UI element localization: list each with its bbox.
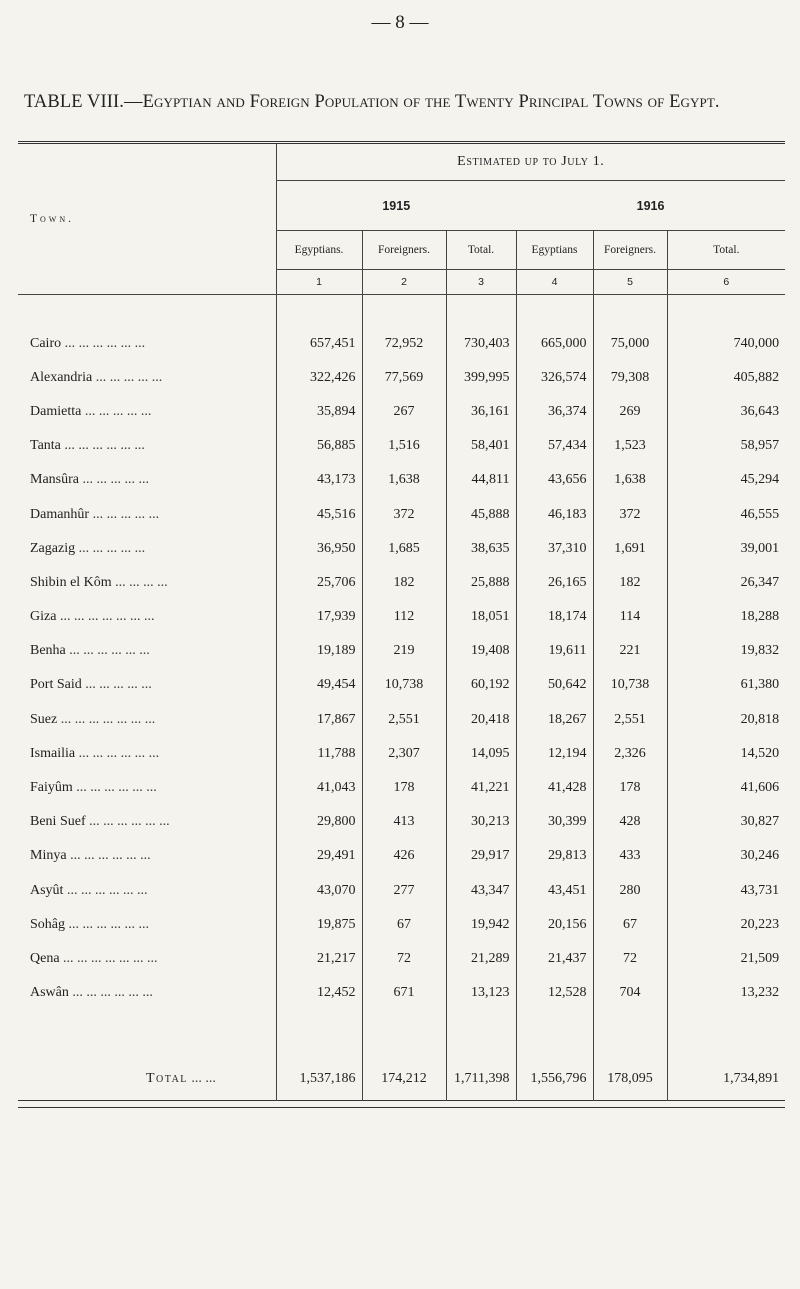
value-cell: 322,426 xyxy=(276,361,362,395)
total-value-cell: 1,556,796 xyxy=(516,1058,593,1101)
table-row xyxy=(18,805,785,839)
town-name: Ismailia xyxy=(30,745,76,761)
value-cell: 221 xyxy=(593,634,667,668)
population-table xyxy=(18,141,785,1108)
value-cell: 45,294 xyxy=(667,463,785,497)
leader-dots: ... ... ... ... ... ... xyxy=(64,438,145,454)
town-name: Minya xyxy=(30,848,67,864)
value-cell: 72 xyxy=(593,942,667,976)
table-row xyxy=(18,703,785,737)
leader-dots: ... ... ... ... ... ... ... xyxy=(63,950,158,966)
total-row xyxy=(18,1058,785,1101)
leader-dots: ... ... ... ... ... ... xyxy=(64,335,146,351)
value-cell: 72,952 xyxy=(362,327,446,361)
town-column-header: Town. xyxy=(18,143,276,295)
value-cell: 19,832 xyxy=(667,634,785,668)
value-cell: 21,437 xyxy=(516,942,593,976)
value-cell: 17,867 xyxy=(276,703,362,737)
value-cell: 20,818 xyxy=(667,703,785,737)
total-value-cell: 1,537,186 xyxy=(276,1058,362,1101)
value-cell: 39,001 xyxy=(667,532,785,566)
value-cell: 79,308 xyxy=(593,361,667,395)
value-cell: 2,326 xyxy=(593,737,667,771)
value-cell: 428 xyxy=(593,805,667,839)
town-name-cell xyxy=(18,429,276,463)
value-cell: 13,123 xyxy=(446,976,516,1010)
value-cell: 2,551 xyxy=(362,703,446,737)
value-cell: 25,706 xyxy=(276,566,362,600)
value-cell: 740,000 xyxy=(667,327,785,361)
value-cell: 19,875 xyxy=(276,908,362,942)
value-cell: 44,811 xyxy=(446,463,516,497)
col-number: 5 xyxy=(593,270,667,295)
town-name: Giza xyxy=(30,609,57,625)
town-name-cell xyxy=(18,942,276,976)
value-cell: 178 xyxy=(362,771,446,805)
leader-dots: ... ... ... ... ... xyxy=(82,472,149,488)
value-cell: 18,267 xyxy=(516,703,593,737)
leader-dots: ... ... ... ... ... xyxy=(84,403,152,419)
value-cell: 49,454 xyxy=(276,668,362,702)
total-value-cell: 1,711,398 xyxy=(446,1058,516,1101)
value-cell: 29,917 xyxy=(446,839,516,873)
estimate-header: Estimated up to July 1. xyxy=(276,143,785,181)
table-row xyxy=(18,600,785,634)
total-label-cell xyxy=(18,1058,276,1101)
total-value-cell: 1,734,891 xyxy=(667,1058,785,1101)
table-row xyxy=(18,976,785,1010)
col-number: 6 xyxy=(667,270,785,295)
value-cell: 12,528 xyxy=(516,976,593,1010)
total-value-cell: 174,212 xyxy=(362,1058,446,1101)
value-cell: 18,288 xyxy=(667,600,785,634)
leader-dots: ... ... ... ... ... ... xyxy=(78,745,160,761)
value-cell: 280 xyxy=(593,874,667,908)
value-cell: 657,451 xyxy=(276,327,362,361)
value-cell: 326,574 xyxy=(516,361,593,395)
table-row xyxy=(18,463,785,497)
value-cell: 372 xyxy=(362,497,446,531)
town-name-cell xyxy=(18,463,276,497)
value-cell: 14,095 xyxy=(446,737,516,771)
town-name-cell xyxy=(18,668,276,702)
value-cell: 43,070 xyxy=(276,874,362,908)
table-row xyxy=(18,566,785,600)
value-cell: 41,606 xyxy=(667,771,785,805)
col-header-total-1916: Total. xyxy=(667,231,785,270)
town-name: Port Said xyxy=(30,677,82,693)
total-label: Total xyxy=(146,1071,188,1087)
col-header-egyptians-1915: Egyptians. xyxy=(276,231,362,270)
value-cell: 43,347 xyxy=(446,874,516,908)
town-name: Alexandria xyxy=(30,369,93,385)
town-name-cell xyxy=(18,600,276,634)
town-name: Sohâg xyxy=(30,916,65,932)
value-cell: 19,942 xyxy=(446,908,516,942)
bottom-rule xyxy=(18,1101,785,1108)
value-cell: 43,731 xyxy=(667,874,785,908)
value-cell: 21,217 xyxy=(276,942,362,976)
value-cell: 219 xyxy=(362,634,446,668)
town-name: Zagazig xyxy=(30,540,76,556)
table-row xyxy=(18,908,785,942)
table-row xyxy=(18,361,785,395)
leader-dots: ... ... ... ... ... xyxy=(78,540,146,556)
town-name-cell xyxy=(18,361,276,395)
value-cell: 178 xyxy=(593,771,667,805)
col-number: 3 xyxy=(446,270,516,295)
value-cell: 46,555 xyxy=(667,497,785,531)
col-number: 2 xyxy=(362,270,446,295)
value-cell: 30,213 xyxy=(446,805,516,839)
value-cell: 671 xyxy=(362,976,446,1010)
value-cell: 26,165 xyxy=(516,566,593,600)
table-row xyxy=(18,429,785,463)
value-cell: 29,813 xyxy=(516,839,593,873)
col-header-egyptians-1916: Egyptians xyxy=(516,231,593,270)
col-number: 1 xyxy=(276,270,362,295)
value-cell: 43,656 xyxy=(516,463,593,497)
leader-dots: ... ... ... ... ... ... ... xyxy=(59,609,155,625)
town-name-cell xyxy=(18,874,276,908)
table-row xyxy=(18,839,785,873)
table-row xyxy=(18,737,785,771)
value-cell: 19,408 xyxy=(446,634,516,668)
leader-dots: ... ... ... ... ... ... ... xyxy=(60,711,156,727)
table-row xyxy=(18,771,785,805)
table-row xyxy=(18,497,785,531)
value-cell: 1,516 xyxy=(362,429,446,463)
value-cell: 19,189 xyxy=(276,634,362,668)
value-cell: 2,307 xyxy=(362,737,446,771)
value-cell: 77,569 xyxy=(362,361,446,395)
town-name-cell xyxy=(18,908,276,942)
value-cell: 21,289 xyxy=(446,942,516,976)
col-number: 4 xyxy=(516,270,593,295)
town-name-cell xyxy=(18,497,276,531)
value-cell: 399,995 xyxy=(446,361,516,395)
table-title xyxy=(24,92,784,113)
value-cell: 37,310 xyxy=(516,532,593,566)
value-cell: 36,161 xyxy=(446,395,516,429)
value-cell: 67 xyxy=(362,908,446,942)
value-cell: 277 xyxy=(362,874,446,908)
value-cell: 41,221 xyxy=(446,771,516,805)
value-cell: 182 xyxy=(362,566,446,600)
value-cell: 36,643 xyxy=(667,395,785,429)
value-cell: 50,642 xyxy=(516,668,593,702)
town-name: Faiyûm xyxy=(30,780,73,796)
value-cell: 665,000 xyxy=(516,327,593,361)
value-cell: 30,827 xyxy=(667,805,785,839)
value-cell: 426 xyxy=(362,839,446,873)
town-name-cell xyxy=(18,634,276,668)
page-number: — 8 — xyxy=(371,12,429,33)
col-header-total-1915: Total. xyxy=(446,231,516,270)
value-cell: 20,156 xyxy=(516,908,593,942)
value-cell: 18,174 xyxy=(516,600,593,634)
value-cell: 19,611 xyxy=(516,634,593,668)
leader-dots: ... ... ... ... ... ... xyxy=(69,643,150,659)
leader-dots: ... ... ... ... ... xyxy=(92,506,160,522)
value-cell: 20,223 xyxy=(667,908,785,942)
value-cell: 433 xyxy=(593,839,667,873)
town-name: Tanta xyxy=(30,438,61,454)
value-cell: 1,638 xyxy=(362,463,446,497)
leader-dots: ... ... ... ... ... xyxy=(85,677,152,693)
table-title-text: Egyptian and Foreign Population of the Twenty Principal Towns of Egypt. xyxy=(142,92,720,112)
town-name-cell xyxy=(18,737,276,771)
col-header-foreigners-1916: Foreigners. xyxy=(593,231,667,270)
value-cell: 1,685 xyxy=(362,532,446,566)
value-cell: 56,885 xyxy=(276,429,362,463)
value-cell: 372 xyxy=(593,497,667,531)
town-name: Qena xyxy=(30,950,60,966)
value-cell: 2,551 xyxy=(593,703,667,737)
table-row xyxy=(18,327,785,361)
value-cell: 72 xyxy=(362,942,446,976)
value-cell: 58,957 xyxy=(667,429,785,463)
leader-dots: ... ... ... ... xyxy=(115,574,168,590)
town-name-cell xyxy=(18,703,276,737)
value-cell: 14,520 xyxy=(667,737,785,771)
value-cell: 35,894 xyxy=(276,395,362,429)
value-cell: 46,183 xyxy=(516,497,593,531)
value-cell: 25,888 xyxy=(446,566,516,600)
value-cell: 29,491 xyxy=(276,839,362,873)
value-cell: 269 xyxy=(593,395,667,429)
value-cell: 20,418 xyxy=(446,703,516,737)
year-1915-header: 1915 xyxy=(276,181,516,231)
town-name: Damietta xyxy=(30,403,82,419)
value-cell: 30,246 xyxy=(667,839,785,873)
value-cell: 30,399 xyxy=(516,805,593,839)
value-cell: 267 xyxy=(362,395,446,429)
table-title-prefix: TABLE VIII.— xyxy=(24,92,143,112)
value-cell: 18,051 xyxy=(446,600,516,634)
leader-dots: ... ... ... ... ... ... xyxy=(72,985,153,1001)
value-cell: 405,882 xyxy=(667,361,785,395)
value-cell: 38,635 xyxy=(446,532,516,566)
value-cell: 36,374 xyxy=(516,395,593,429)
value-cell: 58,401 xyxy=(446,429,516,463)
leader-dots: ... ... ... ... ... ... xyxy=(70,848,151,864)
leader-dots: ... ... ... ... ... ... xyxy=(66,882,148,898)
leader-dots: ... ... ... ... ... ... xyxy=(68,916,149,932)
value-cell: 43,451 xyxy=(516,874,593,908)
table-row xyxy=(18,532,785,566)
town-name: Aswân xyxy=(30,985,69,1001)
value-cell: 57,434 xyxy=(516,429,593,463)
value-cell: 12,452 xyxy=(276,976,362,1010)
town-name-cell xyxy=(18,805,276,839)
value-cell: 13,232 xyxy=(667,976,785,1010)
value-cell: 12,194 xyxy=(516,737,593,771)
value-cell: 60,192 xyxy=(446,668,516,702)
year-1916-header: 1916 xyxy=(516,181,785,231)
value-cell: 182 xyxy=(593,566,667,600)
town-name-cell xyxy=(18,395,276,429)
town-name: Beni Suef xyxy=(30,814,86,830)
table-row xyxy=(18,634,785,668)
value-cell: 41,043 xyxy=(276,771,362,805)
value-cell: 43,173 xyxy=(276,463,362,497)
value-cell: 114 xyxy=(593,600,667,634)
town-name: Benha xyxy=(30,643,66,659)
leader-dots: ... ... xyxy=(191,1071,216,1087)
value-cell: 41,428 xyxy=(516,771,593,805)
value-cell: 413 xyxy=(362,805,446,839)
town-name-cell xyxy=(18,976,276,1010)
value-cell: 75,000 xyxy=(593,327,667,361)
town-name: Cairo xyxy=(30,335,62,351)
leader-dots: ... ... ... ... ... ... xyxy=(76,780,157,796)
value-cell: 45,888 xyxy=(446,497,516,531)
table-row xyxy=(18,874,785,908)
value-cell: 26,347 xyxy=(667,566,785,600)
town-name-cell xyxy=(18,327,276,361)
value-cell: 11,788 xyxy=(276,737,362,771)
value-cell: 36,950 xyxy=(276,532,362,566)
value-cell: 1,691 xyxy=(593,532,667,566)
value-cell: 29,800 xyxy=(276,805,362,839)
value-cell: 730,403 xyxy=(446,327,516,361)
value-cell: 21,509 xyxy=(667,942,785,976)
value-cell: 112 xyxy=(362,600,446,634)
leader-dots: ... ... ... ... ... xyxy=(95,369,163,385)
leader-dots: ... ... ... ... ... ... xyxy=(89,814,170,830)
town-name: Asyût xyxy=(30,882,64,898)
table-row xyxy=(18,668,785,702)
value-cell: 1,638 xyxy=(593,463,667,497)
town-name-cell xyxy=(18,771,276,805)
value-cell: 67 xyxy=(593,908,667,942)
value-cell: 17,939 xyxy=(276,600,362,634)
value-cell: 10,738 xyxy=(593,668,667,702)
value-cell: 45,516 xyxy=(276,497,362,531)
value-cell: 704 xyxy=(593,976,667,1010)
town-name-cell xyxy=(18,566,276,600)
spacer-row xyxy=(18,1010,785,1058)
value-cell: 61,380 xyxy=(667,668,785,702)
town-name: Mansûra xyxy=(30,472,79,488)
town-name: Suez xyxy=(30,711,58,727)
town-name-cell xyxy=(18,839,276,873)
town-name-cell xyxy=(18,532,276,566)
table-row xyxy=(18,395,785,429)
town-name: Shibin el Kôm xyxy=(30,574,112,590)
town-name: Damanhûr xyxy=(30,506,90,522)
table-row xyxy=(18,942,785,976)
total-value-cell: 178,095 xyxy=(593,1058,667,1101)
col-header-foreigners-1915: Foreigners. xyxy=(362,231,446,270)
value-cell: 10,738 xyxy=(362,668,446,702)
value-cell: 1,523 xyxy=(593,429,667,463)
